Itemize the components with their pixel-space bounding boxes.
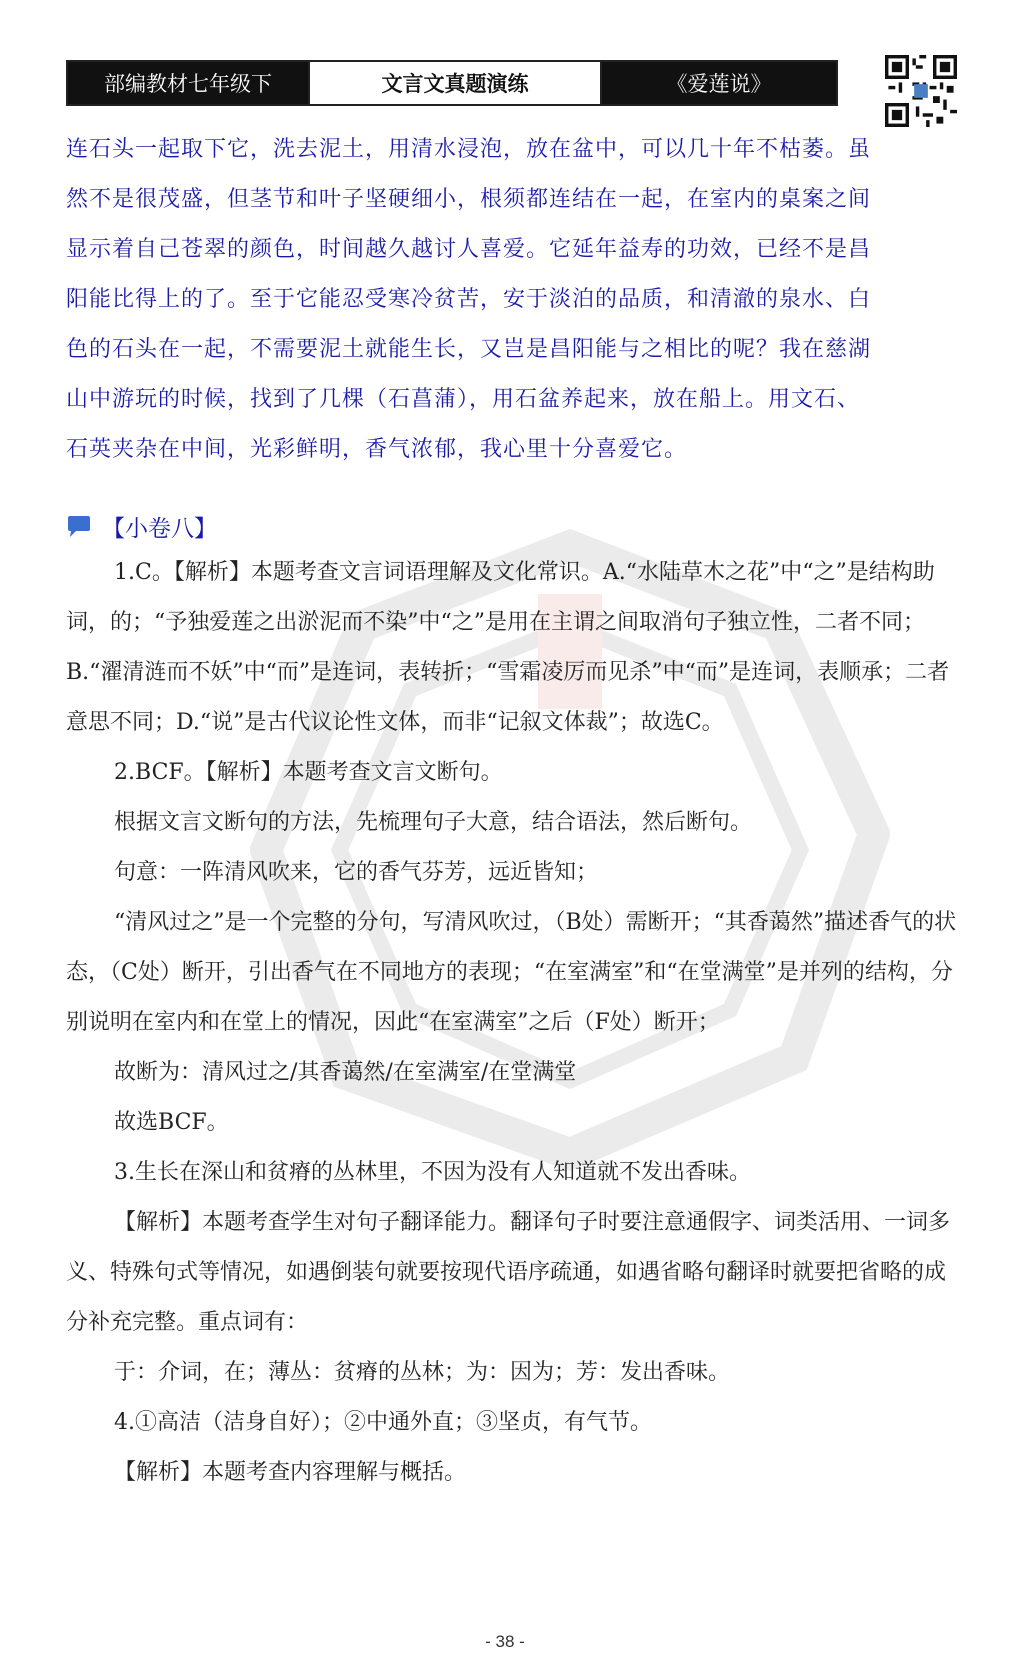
answer-2-head: 2.BCF。【解析】本题考查文言文断句。	[114, 760, 503, 785]
translation-paragraph	[66, 125, 959, 475]
translation-line: 阳能比得上的了。至于它能忍受寒冷贫苦，安于淡泊的品质，和清澈的泉水、白	[66, 287, 872, 312]
translation-line: 然不是很茂盛，但茎节和叶子坚硬细小，根须都连结在一起，在室内的桌案之间	[66, 187, 872, 212]
answer-1: 1.C。【解析】本题考查文言词语理解及文化常识。A.“水陆草木之花”中“之”是结构助词，的；“予独爱莲之出淤泥而不染”中“之”是用在主谓之间取消句子独立性，二者不同；B.“濯清涟而不妖”中“而”是连词，表转折；“雪霜凌厉而见杀”中“而”是连词，表顺承；二者意思不同；D.“说”是古代议论性文体，而非“记叙文体裁”；故选C。	[66, 560, 950, 735]
translation-line: 连石头一起取下它，洗去泥土，用清水浸泡，放在盆中，可以几十年不枯萎。虽	[66, 137, 872, 162]
answer-2-result: 故断为：清风过之/其香蔼然/在室满室/在堂满堂	[114, 1060, 577, 1085]
answer-2-choice: 故选BCF。	[114, 1110, 229, 1135]
answer-3-head: 3.生长在深山和贫瘠的丛林里，不因为没有人知道就不发出香味。	[114, 1160, 751, 1185]
header-bar	[66, 60, 838, 106]
section-title: 【小卷八】	[102, 516, 217, 542]
answer-2-analysis: “清风过之”是一个完整的分句，写清风吹过，（B处）需断开；“其香蔼然”描述香气的状态，（C处）断开，引出香气在不同地方的表现；“在室满室”和“在堂满堂”是并列的结构，分别说明在室内和在堂上的情况，因此“在室满室”之后（F处）断开；	[66, 910, 957, 1035]
page-number: - 38 -	[485, 1632, 525, 1651]
answer-3-words: 于：介词，在；薄丛：贫瘠的丛林；为：因为；芳：发出香味。	[114, 1360, 731, 1385]
translation-line: 色的石头在一起，不需要泥土就能生长，又岂是昌阳能与之相比的呢？我在慈湖	[66, 337, 872, 362]
section-heading	[66, 510, 217, 543]
answer-3-analysis: 【解析】本题考查学生对句子翻译能力。翻译句子时要注意通假字、词类活用、一词多义、特殊句式等情况，如遇倒装句就要按现代语序疏通，如遇省略句翻译时就要把省略的成分补充完整。重点词有：	[66, 1210, 951, 1335]
header-title: 《爱莲说》	[602, 62, 836, 104]
answer-4-analysis: 【解析】本题考查内容理解与概括。	[114, 1460, 467, 1485]
answer-2-method: 根据文言文断句的方法，先梳理句子大意，结合语法，然后断句。	[114, 810, 753, 835]
header-grade: 部编教材七年级下	[68, 62, 308, 104]
header-topic: 文言文真题演练	[308, 62, 602, 104]
answer-2-meaning: 句意：一阵清风吹来，它的香气芬芳，远近皆知；	[114, 860, 599, 885]
translation-line: 显示着自己苍翠的颜色，时间越久越讨人喜爱。它延年益寿的功效，已经不是昌	[66, 237, 872, 262]
speech-bubble-icon	[66, 515, 92, 539]
translation-line: 山中游玩的时候，找到了几棵（石菖蒲），用石盆养起来，放在船上。用文石、	[66, 387, 861, 412]
translation-line: 石英夹杂在中间，光彩鲜明，香气浓郁，我心里十分喜爱它。	[66, 437, 688, 462]
qr-code-icon	[885, 55, 957, 127]
answer-section	[66, 548, 959, 1498]
answer-4-head: 4.①高洁（洁身自好）；②中通外直；③坚贞，有气节。	[114, 1410, 652, 1435]
